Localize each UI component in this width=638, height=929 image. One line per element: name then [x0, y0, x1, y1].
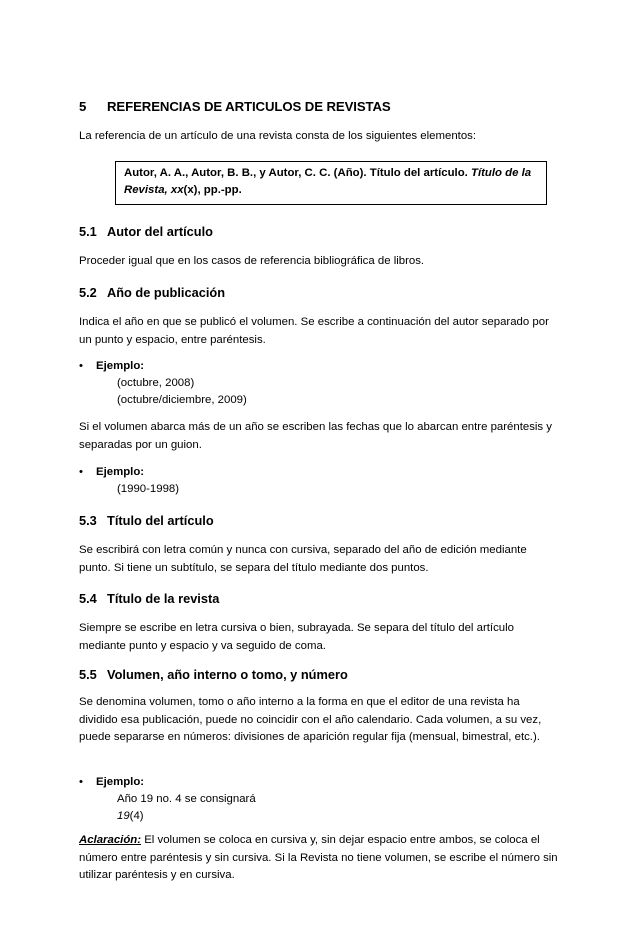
section-number: 5: [79, 99, 87, 114]
subsection-heading-5-2: [79, 284, 559, 302]
paragraph-5-2-a: Indica el año en que se publicó el volumen. Se escribe a continuación del autor separado por un punto y espacio, entre paréntesis.: [79, 316, 549, 346]
subsection-heading-5-3: [79, 512, 559, 530]
paragraph-5-3: Se escribirá con letra común y nunca con cursiva, separado del año de edición mediante punto. Si tiene un subtítulo, se separa del título mediante dos puntos.: [79, 544, 527, 574]
subsection-title: Autor del artículo: [107, 224, 213, 239]
subsection-heading-5-5: [79, 666, 559, 684]
example-line: [117, 808, 144, 825]
example-label: Ejemplo:: [96, 360, 145, 372]
paragraph-5-2-b: Si el volumen abarca más de un año se escriben las fechas que lo abarcan entre paréntesis y separadas por un guion.: [79, 421, 552, 451]
example-line: (octubre/diciembre, 2009): [117, 394, 247, 406]
note-text: El volumen se coloca en cursiva y, sin dejar espacio entre ambos, se coloca el número entre paréntesis y sin cursiva. Si la Revista no tiene volumen, se escribe el número sin utilizar paréntesis y en cursiva.: [79, 834, 558, 881]
example-line: (octubre, 2008): [117, 377, 195, 389]
section-title: REFERENCIAS DE ARTICULOS DE REVISTAS: [107, 99, 391, 114]
example-line: (1990-1998): [117, 483, 180, 495]
bullet-icon: •: [79, 776, 83, 788]
example-label: Ejemplo:: [96, 466, 145, 478]
reference-part-authors: Autor, A. A., Autor, B. B., y Autor, C. C. (Año). Título del artículo.: [124, 167, 471, 179]
subsection-number: 5.2: [79, 285, 97, 300]
reference-format-box: [115, 161, 547, 205]
example-volume: 19: [117, 810, 130, 822]
reference-part-issue: (x), pp.-pp.: [183, 184, 242, 196]
example-label: Ejemplo:: [96, 776, 145, 788]
subsection-title: Título del artículo: [107, 513, 214, 528]
subsection-number: 5.4: [79, 591, 97, 606]
subsection-title: Volumen, año interno o tomo, y número: [107, 667, 348, 682]
paragraph-5-1: Proceder igual que en los casos de referencia bibliográfica de libros.: [79, 255, 425, 267]
subsection-number: 5.5: [79, 667, 97, 682]
section-heading: [79, 98, 559, 116]
subsection-title: Año de publicación: [107, 285, 226, 300]
subsection-number: 5.1: [79, 224, 97, 239]
section-intro: La referencia de un artículo de una revista consta de los siguientes elementos:: [79, 130, 477, 142]
bullet-icon: •: [79, 360, 83, 372]
clarification-note: [79, 832, 559, 885]
example-line: Año 19 no. 4 se consignará: [117, 793, 256, 805]
example-number: (4): [129, 810, 144, 822]
note-label: Aclaración:: [79, 834, 142, 846]
paragraph-5-4: Siempre se escribe en letra cursiva o bien, subrayada. Se separa del título del artículo mediante punto y espacio y va seguido de coma.: [79, 622, 514, 652]
paragraph-5-5: Se denomina volumen, tomo o año interno a la forma en que el editor de una revista ha dividido esa publicación, puede no coincidir con el año calendario. Cada volumen, a su vez, puede separarse en números: divisiones de aparición regular fija (mensual, bimestral, etc.).: [79, 696, 542, 743]
subsection-heading-5-1: [79, 223, 559, 241]
subsection-heading-5-4: [79, 590, 559, 608]
reference-part-journal: Título de la Revista, xx: [124, 167, 532, 196]
subsection-number: 5.3: [79, 513, 97, 528]
bullet-icon: •: [79, 466, 83, 478]
subsection-title: Título de la revista: [107, 591, 220, 606]
